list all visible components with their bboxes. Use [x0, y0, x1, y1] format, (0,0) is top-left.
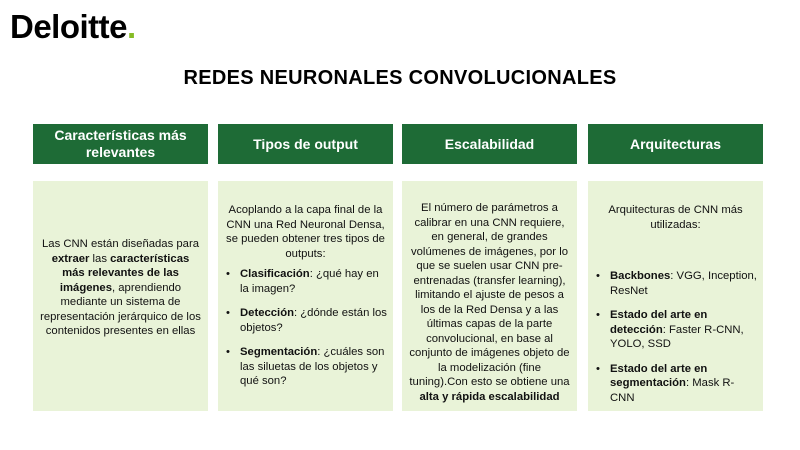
header-tipos-output: Tipos de output [218, 124, 393, 164]
text-span: El número de parámetros a calibrar en una CNN requiere, en general, de grandes volúmenes de imágenes, por lo que se suelen usar CNN pre-entrenadas (transfer learning), limitando el ajuste de pesos a los de la Red Densa y a las últimas capas de la parte convolucional, en base al conjunto de imágenes objeto de la modelización (fine tuning).Con esto se obtiene una [409, 202, 570, 388]
text-span: Las CNN están diseñadas para [42, 238, 199, 250]
list-item [592, 362, 757, 406]
arquitecturas-intro: Arquitecturas de CNN más utilizadas: [608, 204, 743, 231]
bold-span: Clasificación [240, 268, 310, 280]
bold-span: características más relevantes de las imágenes [59, 252, 190, 294]
card-tipos-output [218, 181, 393, 411]
arquitecturas-list [592, 269, 757, 415]
header-caracteristicas: Características más relevantes [33, 124, 208, 164]
list-item [222, 345, 387, 389]
card-arquitecturas [588, 181, 763, 411]
list-item [222, 267, 387, 296]
tipos-output-list [222, 267, 387, 399]
bold-span: Detección [240, 307, 294, 319]
page-title: REDES NEURONALES CONVOLUCIONALES [183, 67, 617, 89]
card-escalabilidad [402, 181, 577, 411]
bold-span: extraer [51, 252, 90, 265]
text-span: : VGG, Inception, ResNet [610, 270, 757, 297]
text-span: : ¿dónde están los objetos? [240, 307, 387, 334]
escalabilidad-text [408, 201, 571, 404]
list-item [592, 269, 757, 298]
bold-span: Segmentación [240, 346, 318, 358]
caracteristicas-text [39, 237, 202, 339]
text-span: : Mask R-CNN [610, 377, 735, 404]
bold-span: Estado del arte en detección [610, 309, 708, 336]
bold-span: Estado del arte en segmentación [610, 362, 708, 389]
text-span: : ¿qué hay en la imagen? [240, 268, 379, 295]
header-arquitecturas: Arquitecturas [588, 124, 763, 164]
deloitte-logo [10, 8, 136, 46]
list-item [592, 308, 757, 352]
tipos-output-intro: Acoplando a la capa final de la CNN una Red Neuronal Densa, se pueden obtener tres tipos de outputs: [226, 204, 385, 260]
text-span: : ¿cuáles son las siluetas de los objetos y qué son? [240, 346, 385, 387]
text-span: : Faster R-CNN, YOLO, SSD [610, 323, 744, 350]
bold-span: alta y rápida escalabilidad [419, 390, 560, 403]
logo-dot: . [127, 8, 136, 45]
logo-text: Deloitte [10, 8, 128, 45]
card-caracteristicas [33, 181, 208, 411]
text-span: , aprendiendo mediante un sistema de representación jerárquico de los contenidos presentes en ellas [40, 281, 201, 337]
list-item [222, 306, 387, 335]
text-span: las [89, 252, 111, 265]
header-escalabilidad: Escalabilidad [402, 124, 577, 164]
bold-span: Backbones [610, 270, 671, 282]
